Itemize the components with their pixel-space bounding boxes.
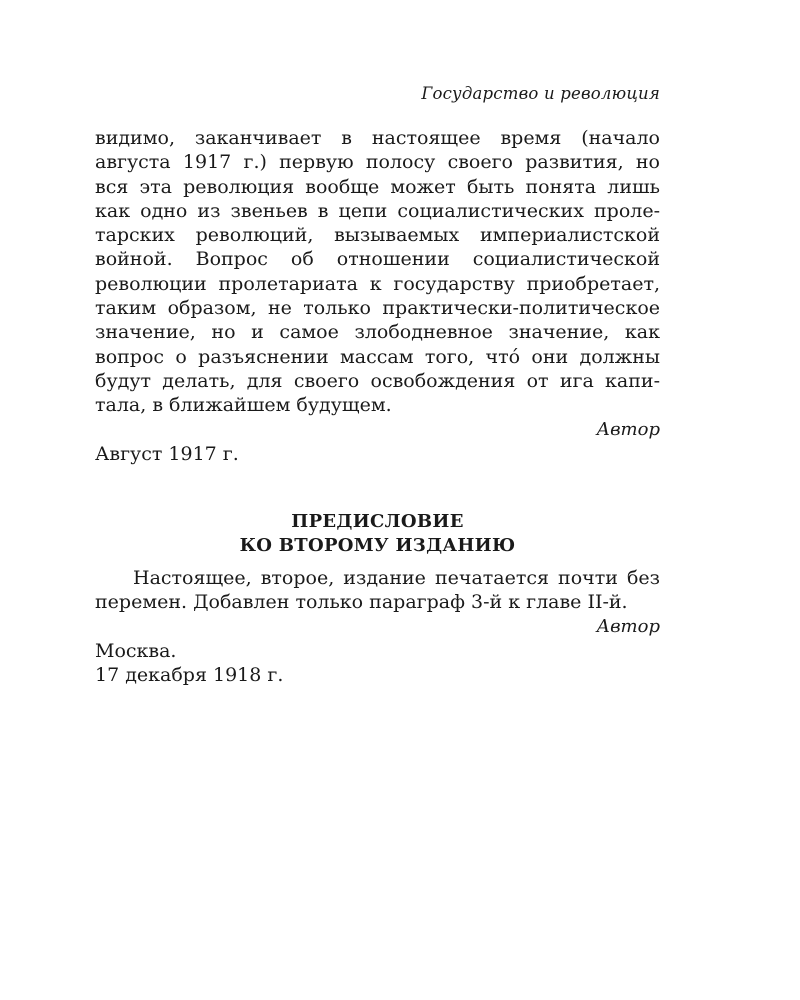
text-line: Настоящее, второе, издание печатается почти без [133,567,660,590]
section-heading-line-1: ПРЕДИСЛОВИЕ [291,511,464,533]
preface-place: Москва. [95,640,177,663]
heading-spacer [95,558,660,566]
text-line: перемен. Добавлен только параграф 3-й к главе II-й. [95,591,628,614]
running-header: Государство и революция [421,84,660,103]
text-line: революции пролетариата к государству приобретает, [95,272,660,295]
text-line: тала, в ближайшем будущем. [95,394,392,417]
text-line: значение, но и самое злободневное значение, как [95,321,660,344]
text-line: вопрос о разъяснении массам того, чтó они должны [95,345,660,368]
section-spacer [95,466,660,510]
text-line: будут делать, для своего освобождения от ига капи- [95,369,660,392]
preface-date: Август 1917 г. [95,442,239,465]
text-line: тарских революций, вызываемых империалистской [95,224,660,247]
author-signature: Автор [596,418,660,440]
text-line: таким образом, не только практически-политическое [95,297,660,320]
preface-first-edition [95,126,660,466]
section-heading-line-2: КО ВТОРОМУ ИЗДАНИЮ [239,535,516,557]
text-line: вся эта революция вообще может быть понята лишь [95,175,660,198]
author-signature: Автор [596,615,660,637]
text-line: августа 1917 г.) первую полосу своего развития, но [95,151,660,174]
preface-second-edition [95,510,660,687]
preface-date: 17 декабря 1918 г. [95,664,284,687]
page-body [95,126,660,688]
text-line: как одно из звеньев в цепи социалистических проле- [95,199,660,222]
text-line: видимо, заканчивает в настоящее время (начало [95,127,660,149]
text-line: войной. Вопрос об отношении социалистической [95,248,660,271]
